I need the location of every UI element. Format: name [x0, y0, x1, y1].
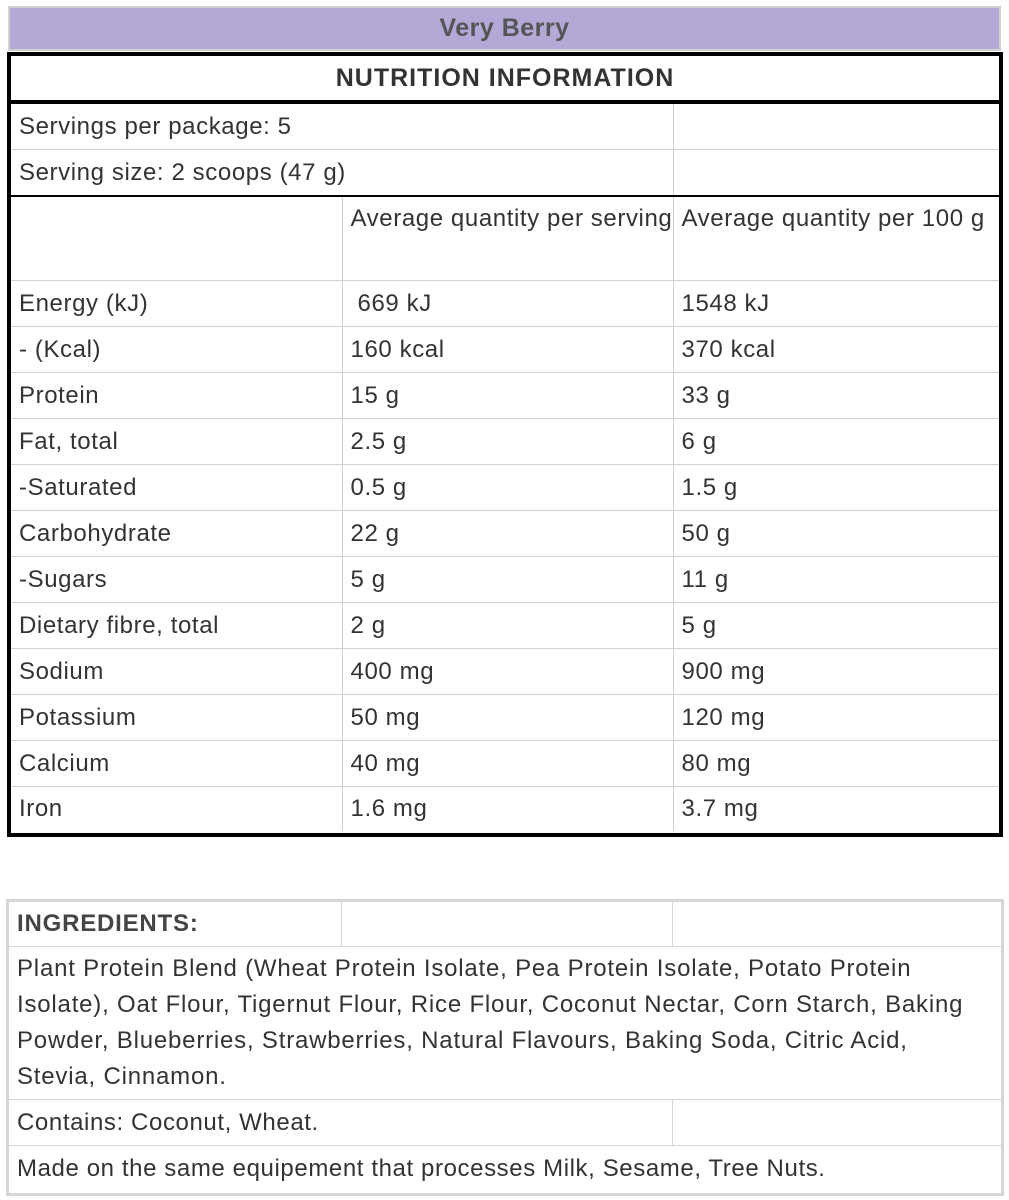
col-header-per-serving: Average quantity per serving: [342, 196, 673, 281]
per-serving-value: 0.5 g: [342, 465, 673, 511]
per-serving-value: 22 g: [342, 511, 673, 557]
servings-per-package: Servings per package: 5: [11, 104, 673, 150]
per-100g-value: 33 g: [673, 373, 999, 419]
nutrient-row: [11, 603, 999, 649]
flavour-header: [8, 6, 1001, 51]
empty-cell: [673, 150, 999, 197]
ingredients-table: [9, 902, 1001, 1191]
nutrient-name: Potassium: [11, 695, 342, 741]
nutrient-name: Carbohydrate: [11, 511, 342, 557]
ingredients-title: INGREDIENTS:: [9, 902, 341, 947]
empty-cell: [672, 902, 1001, 947]
serving-size-row: [11, 150, 999, 197]
servings-row: [11, 104, 999, 150]
nutrient-row: [11, 787, 999, 832]
per-100g-value: 1548 kJ: [673, 281, 999, 327]
nutrient-row: [11, 419, 999, 465]
allergen-made-on: Made on the same equipement that processes Milk, Sesame, Tree Nuts.: [9, 1146, 1001, 1192]
empty-cell: [673, 104, 999, 150]
nutrient-name: - (Kcal): [11, 327, 342, 373]
per-100g-value: 120 mg: [673, 695, 999, 741]
serving-size: Serving size: 2 scoops (47 g): [11, 150, 673, 197]
nutrient-name: Dietary fibre, total: [11, 603, 342, 649]
per-100g-value: 50 g: [673, 511, 999, 557]
contains-row: [9, 1100, 1001, 1146]
per-serving-value: 2.5 g: [342, 419, 673, 465]
ingredients-list: Plant Protein Blend (Wheat Protein Isolate, Pea Protein Isolate, Potato Protein Isolate), Oat Flour, Tigernut Flour, Rice Flour, Coconut Nectar, Corn Starch, Baking Powder, Blueberries, Strawberries, Natural Flavours, Baking Soda, Citric Acid, Stevia, Cinnamon.: [9, 947, 1001, 1100]
nutrient-row: [11, 465, 999, 511]
per-serving-value: 40 mg: [342, 741, 673, 787]
per-serving-value: 669 kJ: [342, 281, 673, 327]
per-serving-value: 50 mg: [342, 695, 673, 741]
flavour-name: Very Berry: [439, 14, 570, 42]
nutrient-row: [11, 557, 999, 603]
per-100g-value: 900 mg: [673, 649, 999, 695]
per-100g-value: 5 g: [673, 603, 999, 649]
nutrient-row: [11, 373, 999, 419]
per-serving-value: 1.6 mg: [342, 787, 673, 832]
per-100g-value: 3.7 mg: [673, 787, 999, 832]
allergen-contains: Contains: Coconut, Wheat.: [9, 1100, 672, 1146]
per-serving-value: 15 g: [342, 373, 673, 419]
nutrient-row: [11, 741, 999, 787]
ingredients-list-row: [9, 947, 1001, 1100]
nutrient-name: -Sugars: [11, 557, 342, 603]
made-on-row: [9, 1146, 1001, 1192]
nutrient-name: Protein: [11, 373, 342, 419]
per-100g-value: 370 kcal: [673, 327, 999, 373]
nutrient-name: Energy (kJ): [11, 281, 342, 327]
ingredients-title-row: [9, 902, 1001, 947]
per-100g-value: 6 g: [673, 419, 999, 465]
empty-cell: [672, 1100, 1001, 1146]
nutrient-row: [11, 695, 999, 741]
per-100g-value: 80 mg: [673, 741, 999, 787]
nutrition-title: [11, 56, 999, 104]
column-header-row: [11, 196, 999, 281]
ingredients-panel: [6, 899, 1004, 1196]
per-serving-value: 400 mg: [342, 649, 673, 695]
nutrition-table: [11, 104, 999, 831]
col-header-per-100g: Average quantity per 100 g: [673, 196, 999, 281]
per-serving-value: 5 g: [342, 557, 673, 603]
nutrient-name: -Saturated: [11, 465, 342, 511]
nutrient-name: Calcium: [11, 741, 342, 787]
nutrient-row: [11, 281, 999, 327]
nutrient-row: [11, 649, 999, 695]
nutrition-title-text: NUTRITION INFORMATION: [335, 63, 675, 92]
nutrient-name: Fat, total: [11, 419, 342, 465]
per-serving-value: 2 g: [342, 603, 673, 649]
nutrient-name: Iron: [11, 787, 342, 832]
nutrition-panel: [7, 52, 1003, 837]
nutrient-row: [11, 511, 999, 557]
per-100g-value: 11 g: [673, 557, 999, 603]
empty-header-cell: [11, 196, 342, 281]
per-serving-value: 160 kcal: [342, 327, 673, 373]
per-100g-value: 1.5 g: [673, 465, 999, 511]
nutrient-name: Sodium: [11, 649, 342, 695]
nutrient-row: [11, 327, 999, 373]
empty-cell: [341, 902, 672, 947]
